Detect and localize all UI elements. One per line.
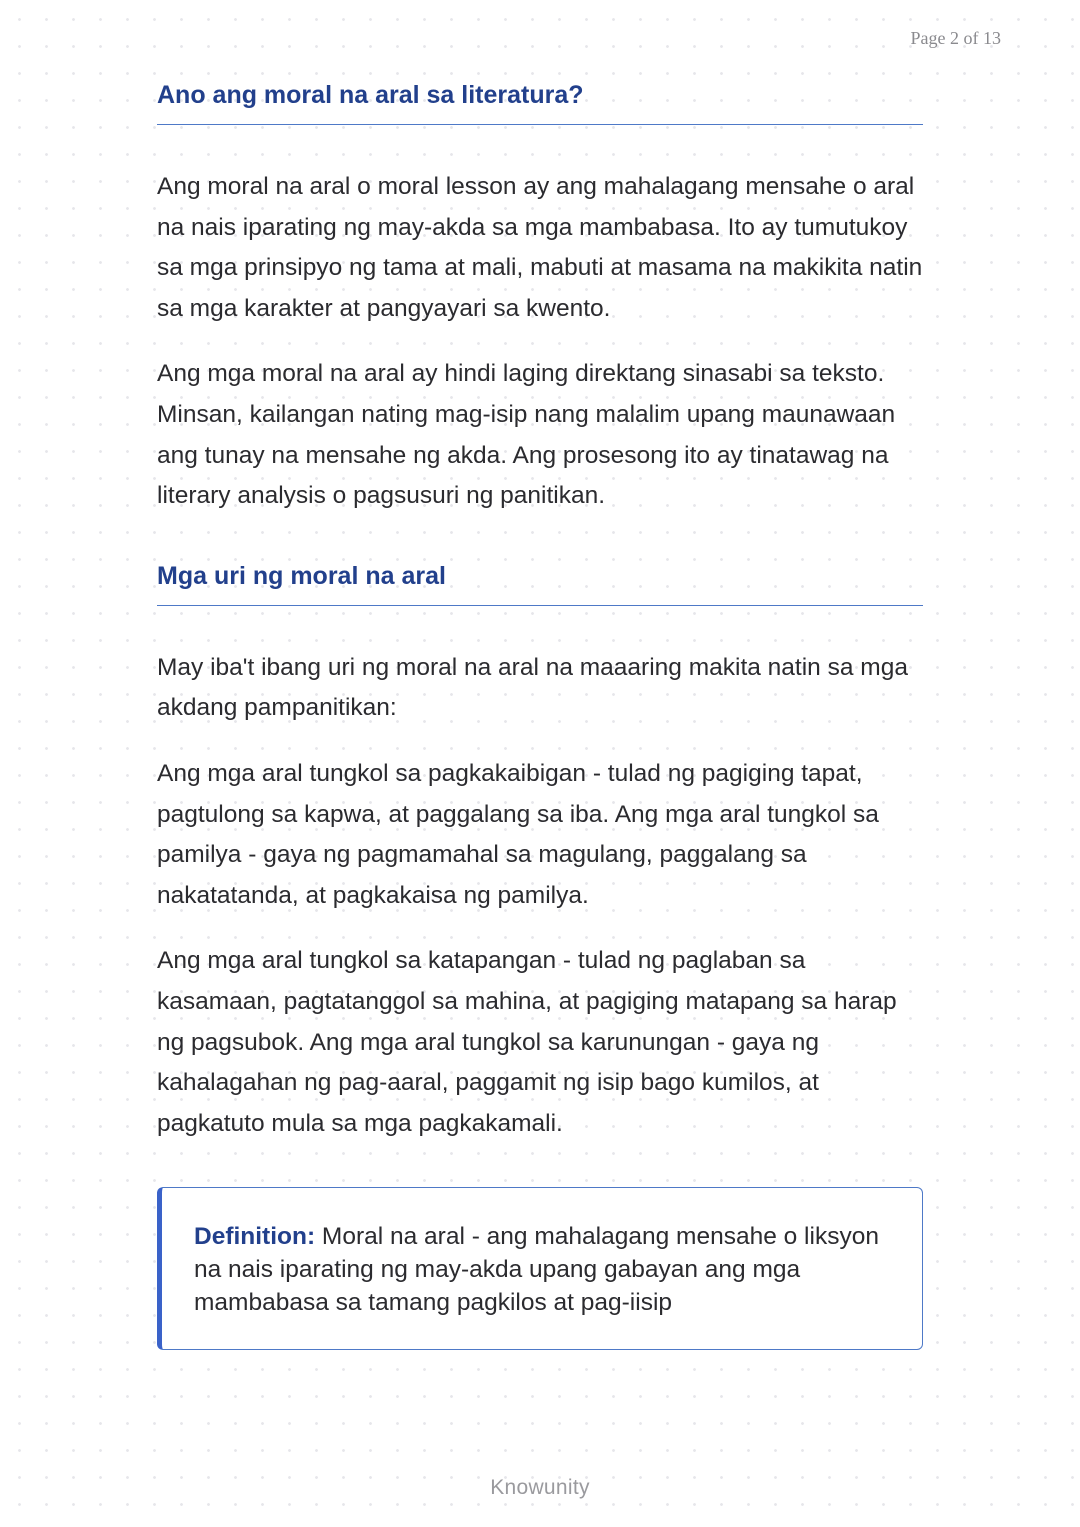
footer-brand-logo: Knowunity — [490, 1476, 590, 1499]
definition-label: Definition: — [194, 1223, 316, 1251]
paragraph: Ang moral na aral o moral lesson ay ang mahalagang mensahe o aral na nais iparating ng may-akda sa mga mambabasa. Ito ay tumutukoy sa mga prinsipyo ng tama at mali, mabuti at masama na makikita natin sa mga karakter at pangyayari sa kwento. — [157, 173, 923, 322]
definition-box — [157, 1187, 923, 1350]
section-heading-moral-lesson: Ano ang moral na aral sa literatura? — [157, 78, 923, 125]
paragraph: Ang mga aral tungkol sa katapangan - tulad ng paglaban sa kasamaan, pagtatanggol sa mahina, at pagiging matapang sa harap ng pagsubok. Ang mga aral tungkol sa karunungan - gaya ng kahalagahan ng pag-aaral, paggamit ng isip bago kumilos, at pagkatuto mula sa mga pagkakamali. — [157, 947, 897, 1137]
paragraph: May iba't ibang uri ng moral na aral na maaaring makita natin sa mga akdang pampanitikan: — [157, 653, 908, 722]
definition-text: Moral na aral - ang mahalagang mensahe o liksyon na nais iparating ng may-akda upang gabayan ang mga mambabasa sa tamang pagkilos at pag-iisip — [194, 1223, 879, 1317]
document-body — [157, 78, 923, 1350]
paragraph: Ang mga aral tungkol sa pagkakaibigan - tulad ng pagiging tapat, pagtulong sa kapwa, at paggalang sa iba. Ang mga aral tungkol sa pamilya - gaya ng pagmamahal sa magulang, paggalang sa nakatatanda, at pagkakaisa ng pamilya. — [157, 759, 879, 909]
page-number: Page 2 of 13 — [910, 28, 1001, 48]
section-heading-types: Mga uri ng moral na aral — [157, 559, 923, 606]
paragraph: Ang mga moral na aral ay hindi laging direktang sinasabi sa teksto. Minsan, kailangan nating mag-isip nang malalim upang maunawaan ang tunay na mensahe ng akda. Ang prosesong ito ay tinatawag na literary analysis o pagsusuri ng panitikan. — [157, 360, 896, 510]
